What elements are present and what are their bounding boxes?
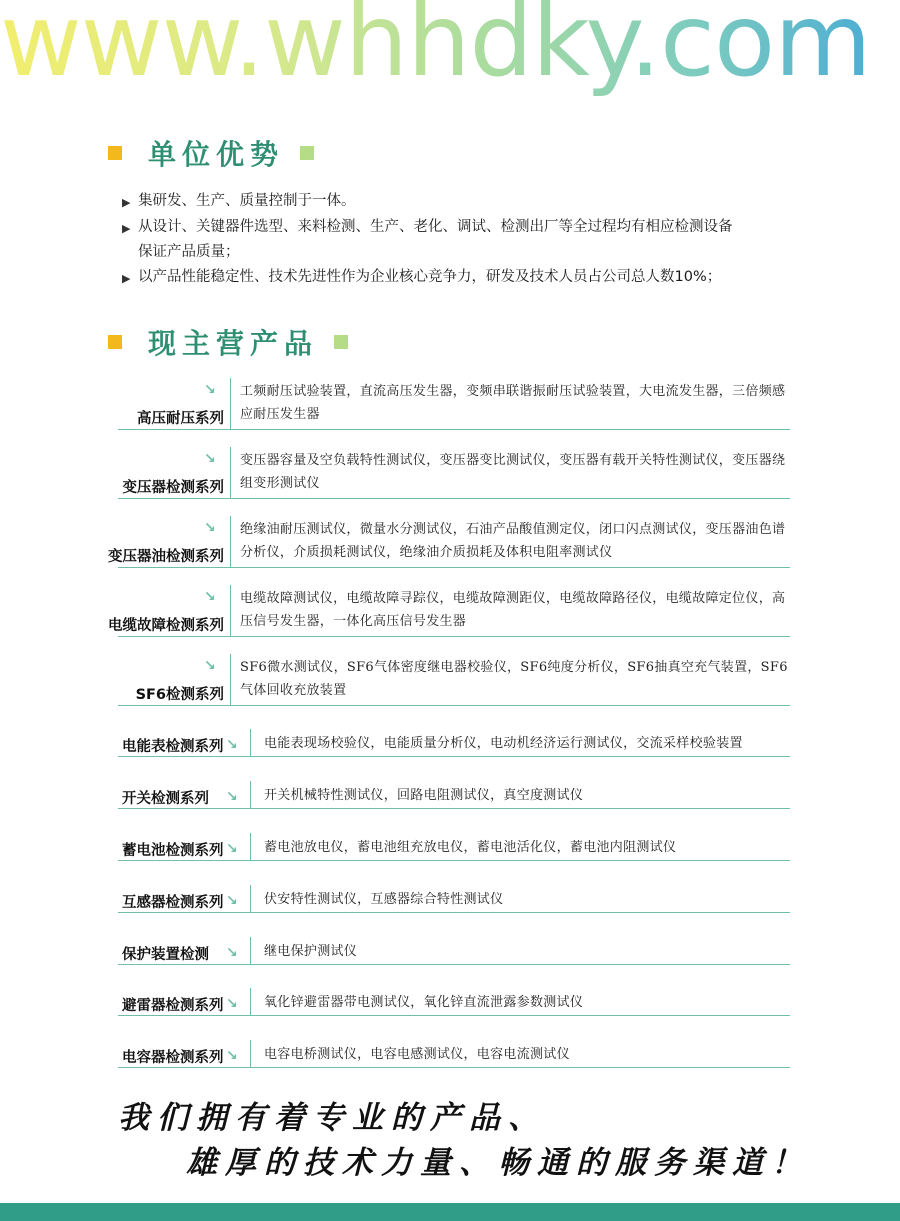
advantages-list — [122, 189, 822, 291]
slogan-line-1: 我们拥有着专业的产品、 — [118, 1100, 547, 1136]
corner-arrow-icon: ↘ — [204, 520, 216, 536]
product-row — [108, 585, 790, 637]
corner-arrow-icon: ↘ — [226, 1048, 238, 1064]
product-row — [118, 937, 790, 965]
product-items: 开关机械特性测试仪，回路电阻测试仪，真空度测试仪 — [264, 788, 584, 803]
divider — [118, 808, 790, 809]
products-heading — [108, 322, 348, 362]
product-items: 工频耐压试验装置，直流高压发生器，变频串联谐振耐压试验装置，大电流发生器，三倍频感应耐压发生器 — [240, 384, 786, 422]
product-row — [118, 729, 790, 757]
product-category: 保护装置检测 — [122, 947, 209, 963]
divider — [118, 1015, 790, 1016]
product-row — [118, 885, 790, 913]
green-square-icon — [334, 335, 348, 349]
product-row — [118, 378, 790, 430]
divider — [250, 885, 251, 913]
advantages-title: 单位优势 — [148, 138, 285, 171]
divider — [250, 988, 251, 1016]
slogan-line-2: 雄厚的技术力量、畅通的服务渠道！ — [186, 1145, 810, 1181]
divider — [230, 447, 231, 499]
advantage-item: ▶ 集研发、生产、质量控制于一体。 — [122, 189, 822, 215]
advantage-item: ▶ 以产品性能稳定性、技术先进性作为企业核心竞争力，研发及技术人员占公司总人数10%； — [122, 265, 822, 291]
corner-arrow-icon: ↘ — [226, 893, 238, 909]
corner-arrow-icon: ↘ — [226, 737, 238, 753]
product-row — [118, 1040, 790, 1068]
divider — [118, 429, 790, 430]
green-square-icon — [300, 146, 314, 160]
divider — [230, 585, 231, 637]
product-items: 伏安特性测试仪，互感器综合特性测试仪 — [264, 892, 504, 907]
product-category: 高压耐压系列 — [137, 411, 224, 427]
product-items: 蓄电池放电仪，蓄电池组充放电仪，蓄电池活化仪，蓄电池内阻测试仪 — [264, 840, 677, 855]
corner-arrow-icon: ↘ — [204, 589, 216, 605]
product-category: 避雷器检测系列 — [122, 998, 224, 1014]
corner-arrow-icon: ↘ — [226, 789, 238, 805]
product-category: 开关检测系列 — [122, 791, 209, 807]
corner-arrow-icon: ↘ — [226, 996, 238, 1012]
product-category: 蓄电池检测系列 — [122, 843, 224, 859]
product-items: 继电保护测试仪 — [264, 944, 358, 959]
corner-arrow-icon: ↘ — [226, 841, 238, 857]
product-row — [118, 988, 790, 1016]
triangle-bullet-icon: ▶ — [122, 196, 131, 209]
divider — [118, 756, 790, 757]
divider — [118, 498, 790, 499]
divider — [250, 729, 251, 757]
product-items: 变压器容量及空负载特性测试仪，变压器变比测试仪，变压器有载开关特性测试仪，变压器绕组变形测试仪 — [240, 453, 786, 491]
divider — [118, 1067, 790, 1068]
product-items: 绝缘油耐压测试仪，微量水分测试仪，石油产品酸值测定仪，闭口闪点测试仪，变压器油色谱分析仪，介质损耗测试仪，绝缘油介质损耗及体积电阻率测试仪 — [240, 522, 786, 560]
yellow-square-icon — [108, 335, 122, 349]
corner-arrow-icon: ↘ — [204, 658, 216, 674]
divider — [250, 781, 251, 809]
divider — [118, 912, 790, 913]
divider — [118, 964, 790, 965]
product-row — [118, 447, 790, 499]
product-row — [118, 781, 790, 809]
products-title: 现主营产品 — [148, 327, 319, 360]
product-category: SF6检测系列 — [135, 687, 224, 703]
product-category: 电能表检测系列 — [122, 739, 224, 755]
triangle-bullet-icon: ▶ — [122, 222, 131, 235]
product-category: 互感器检测系列 — [122, 895, 224, 911]
product-items: 电容电桥测试仪，电容电感测试仪，电容电流测试仪 — [264, 1047, 570, 1062]
divider — [250, 1040, 251, 1068]
product-category: 变压器油检测系列 — [108, 549, 224, 565]
website-url-banner: www.whhdky.com — [0, 0, 900, 96]
product-category: 电缆故障检测系列 — [108, 618, 224, 634]
divider — [230, 378, 231, 430]
corner-arrow-icon: ↘ — [204, 382, 216, 398]
divider — [230, 654, 231, 706]
footer-bar — [0, 1203, 900, 1221]
corner-arrow-icon: ↘ — [226, 945, 238, 961]
divider — [118, 705, 790, 706]
advantages-heading — [108, 133, 314, 173]
product-category: 电容器检测系列 — [122, 1050, 224, 1066]
divider — [118, 636, 790, 637]
advantage-item: ▶ 从设计、关键器件选型、来料检测、生产、老化、调试、检测出厂等全过程均有相应检测设备保证产品质量； — [122, 215, 742, 265]
product-row — [118, 654, 790, 706]
divider — [118, 860, 790, 861]
divider — [250, 937, 251, 965]
corner-arrow-icon: ↘ — [204, 451, 216, 467]
product-category: 变压器检测系列 — [122, 480, 224, 496]
product-row — [118, 833, 790, 861]
product-items: 电缆故障测试仪，电缆故障寻踪仪，电缆故障测距仪，电缆故障路径仪，电缆故障定位仪，高压信号发生器，一体化高压信号发生器 — [240, 591, 786, 629]
divider — [230, 516, 231, 568]
triangle-bullet-icon: ▶ — [122, 272, 131, 285]
divider — [118, 567, 790, 568]
divider — [250, 833, 251, 861]
product-row — [108, 516, 790, 568]
product-items: 氧化锌避雷器带电测试仪，氧化锌直流泄露参数测试仪 — [264, 995, 584, 1010]
yellow-square-icon — [108, 146, 122, 160]
product-items: SF6微水测试仪，SF6气体密度继电器校验仪，SF6纯度分析仪，SF6抽真空充气装置，SF6气体回收充放装置 — [240, 660, 788, 698]
product-items: 电能表现场校验仪，电能质量分析仪，电动机经济运行测试仪，交流采样校验装置 — [264, 736, 743, 751]
